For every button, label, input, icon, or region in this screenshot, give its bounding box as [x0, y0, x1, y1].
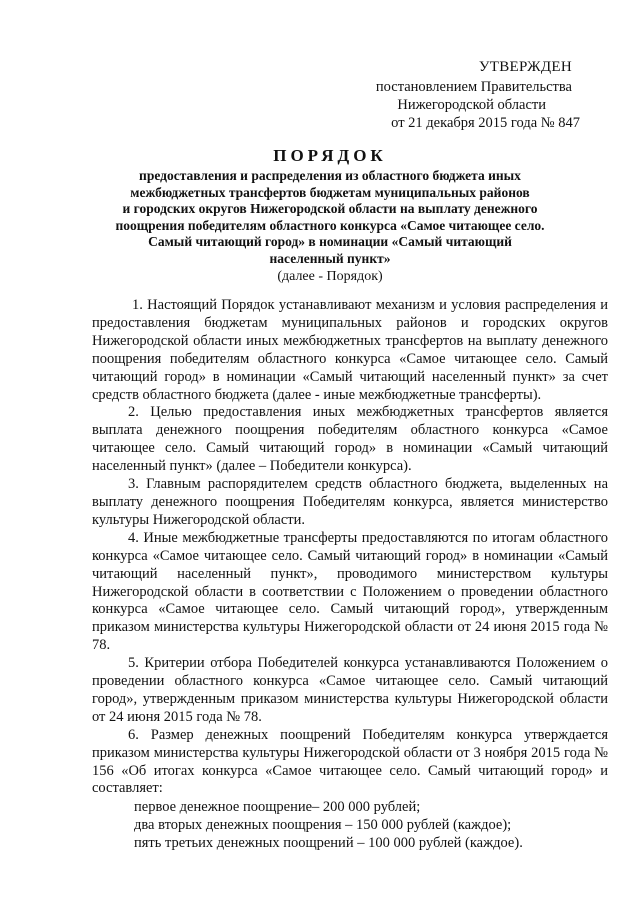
document-subtitle-line: Самый читающий город» в номинации «Самый читающий: [148, 234, 512, 249]
document-subtitle-line: населенный пункт»: [269, 250, 391, 266]
document-subtitle-line: и городских округов Нижегородской области на выплату денежного: [122, 201, 538, 216]
list-item: первое денежное поощрение– 200 000 рублей;: [134, 799, 421, 816]
paragraph-6: 6. Размер денежных поощрений Победителям конкурса утверждается приказом министерства культуры Нижегородской области от 3 ноября 2015 года № 156 «Об итогах конкурса «Самое читающее село. Самый читающий город» и составляет:: [92, 726, 608, 797]
paragraph-1: 1. Настоящий Порядок устанавливают механизм и условия распределения и предоставления бюджетам муниципальных районов и городских округов Нижегородской области иных межбюджетных трансфертов на выплату денежного поощрения победителям областного конкурса «Самое читающее село. Самый читающий город» в номинации «Самый читающий населенный пункт» за счет средств областного бюджета (далее - иные межбюджетные трансферты).: [92, 297, 608, 403]
document-subtitle-line: предоставления и распределения из областного бюджета иных: [139, 168, 521, 183]
document-title-block: [80, 146, 580, 286]
paragraph-2: 2. Целью предоставления иных межбюджетных трансфертов является выплата денежного поощрения победителям областного конкурса «Самое читающее село. Самый читающий город» в номинации «Самый читающий населенный пункт» (далее – Победители конкурса).: [92, 404, 608, 475]
list-item: два вторых денежных поощрения – 150 000 рублей (каждое);: [134, 817, 512, 834]
approval-line: Нижегородской области: [397, 97, 546, 113]
document-title: ПОРЯДОК: [273, 146, 387, 165]
document-subtitle-line: межбюджетных трансфертов бюджетам муниципальных районов: [130, 184, 530, 200]
document-subtitle-note: (далее - Порядок): [277, 269, 383, 284]
approval-stamp: [330, 58, 580, 132]
approval-heading: УТВЕРЖДЕН: [478, 59, 572, 75]
paragraph-4: 4. Иные межбюджетные трансферты предоставляются по итогам областного конкурса «Самое читающее село. Самый читающий город» в номинации «Самый читающий населенный пункт», проводимого министерством культуры Нижегородской области в соответствии с Положением о проведении областного конкурса «Самое читающее село. Самый читающий город», утвержденным приказом министерства культуры Нижегородской области от 24 июня 2015 года № 78.: [92, 529, 608, 654]
approval-date-line: от 21 декабря 2015 года № 847: [391, 115, 580, 131]
document-subtitle-line: поощрения победителям областного конкурса «Самое читающее село.: [115, 217, 545, 233]
list-item: пять третьих денежных поощрений – 100 000 рублей (каждое).: [134, 835, 523, 852]
paragraph-3: 3. Главным распорядителем средств областного бюджета, выделенных на выплату денежного поощрения Победителям конкурса, является министерство культуры Нижегородской области.: [92, 476, 608, 528]
awards-list: [92, 798, 608, 852]
approval-line: постановлением Правительства: [375, 79, 572, 95]
paragraph-5: 5. Критерии отбора Победителей конкурса устанавливаются Положением о проведении областного конкурса «Самое читающее село. Самый читающий город», утвержденным приказом министерства культуры Нижегородской области от 24 июня 2015 года № 78.: [92, 655, 608, 725]
document-body: [92, 297, 608, 852]
